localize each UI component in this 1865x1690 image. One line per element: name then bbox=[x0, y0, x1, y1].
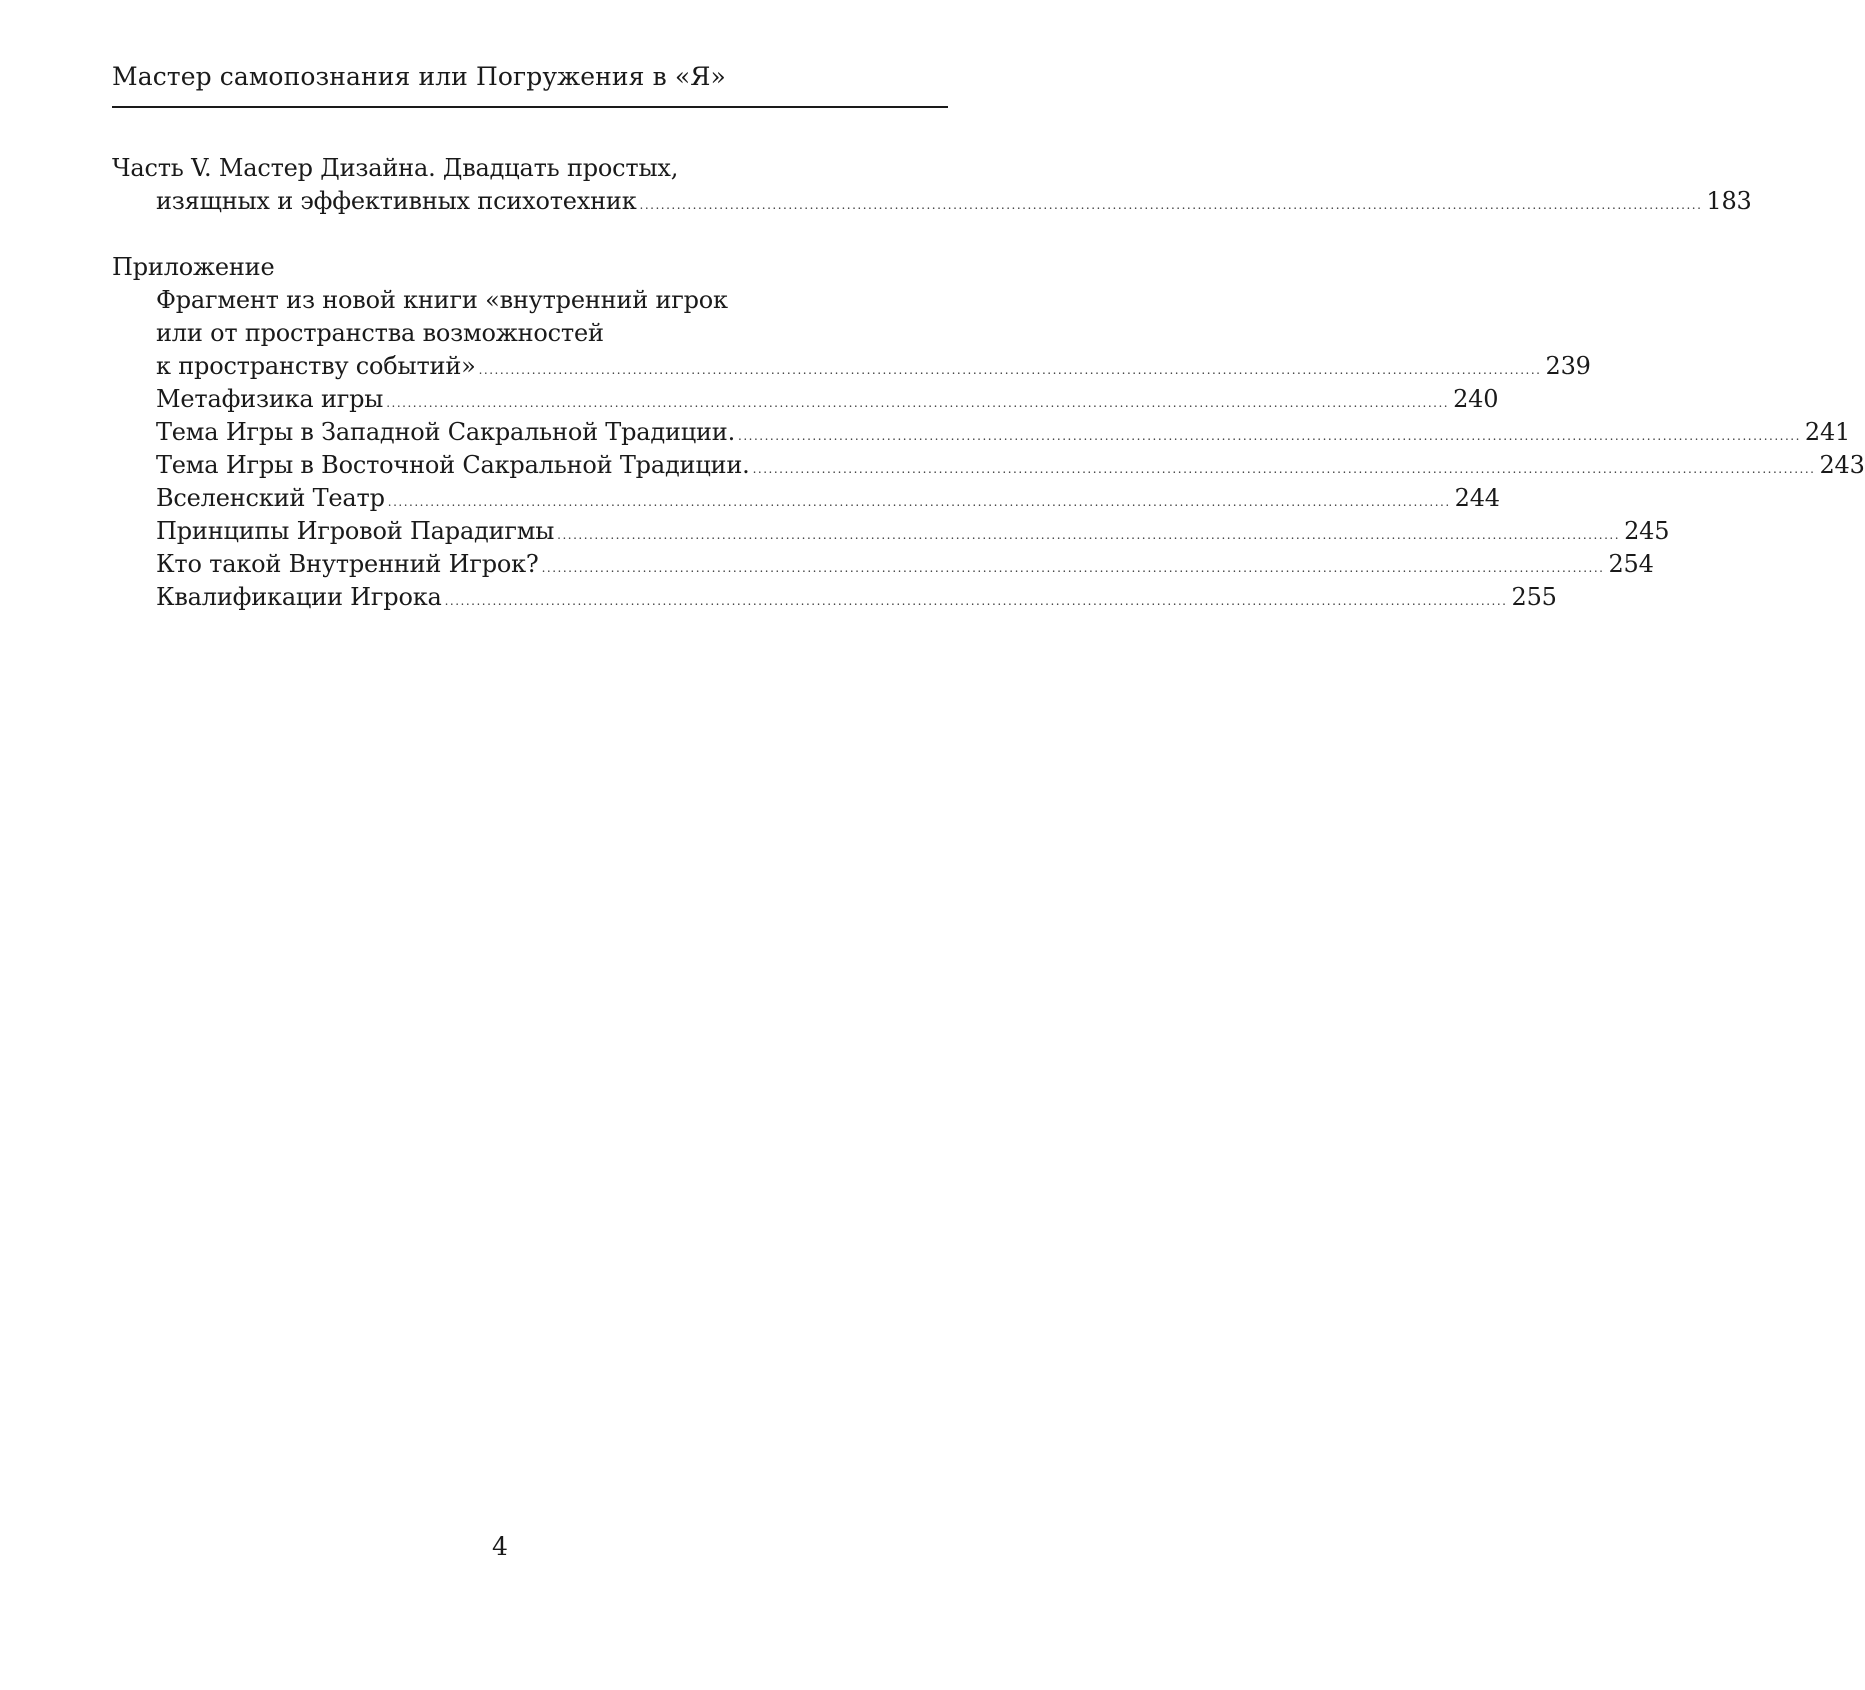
dot-leader: ........................................................................................................................................................................................................ bbox=[639, 198, 1703, 212]
toc-entry bbox=[112, 416, 1851, 449]
toc-entry-text: Метафизика игры bbox=[156, 385, 384, 413]
toc-entry bbox=[112, 515, 1670, 548]
toc-entry bbox=[112, 383, 1499, 416]
toc-page-number: 245 bbox=[1624, 517, 1670, 545]
toc-entry-text: Кто такой Внутренний Игрок? bbox=[156, 550, 539, 578]
dot-leader: ........................................................................................................................................................................................................ bbox=[444, 594, 1508, 608]
toc-page-number: 183 bbox=[1706, 187, 1752, 215]
table-of-contents bbox=[112, 152, 1865, 614]
toc-entry-text: Принципы Игровой Парадигмы bbox=[156, 517, 555, 545]
running-header: Мастер самопознания или Погружения в «Я» bbox=[112, 62, 726, 91]
header-rule bbox=[112, 106, 948, 108]
toc-entry-text: Квалификации Игрока bbox=[156, 583, 442, 611]
page-number: 4 bbox=[492, 1532, 508, 1561]
toc-entry-text: изящных и эффективных психотехник bbox=[156, 187, 637, 215]
toc-fragment-line1: Фрагмент из новой книги «внутренний игрок bbox=[156, 286, 728, 314]
toc-entry-text: Тема Игры в Западной Сакральной Традиции. bbox=[156, 418, 736, 446]
toc-entry-text: Вселенский Театр bbox=[156, 484, 385, 512]
toc-page-number: 239 bbox=[1545, 352, 1591, 380]
toc-part-v-line1: Часть V. Мастер Дизайна. Двадцать простых, bbox=[112, 154, 679, 182]
toc-entry-text: Тема Игры в Восточной Сакральной Традиции. bbox=[156, 451, 750, 479]
toc-entry bbox=[112, 548, 1654, 581]
toc-page-number: 255 bbox=[1511, 583, 1557, 611]
dot-leader: ........................................................................................................................................................................................................ bbox=[478, 363, 1542, 377]
dot-leader: ........................................................................................................................................................................................................ bbox=[557, 528, 1621, 542]
dot-leader: ........................................................................................................................................................................................................ bbox=[738, 429, 1801, 443]
toc-entry bbox=[112, 449, 1865, 482]
toc-entry-text: к пространству событий» bbox=[156, 352, 476, 380]
toc-page-number: 240 bbox=[1453, 385, 1499, 413]
dot-leader: ........................................................................................................................................................................................................ bbox=[541, 561, 1605, 575]
toc-page-number: 244 bbox=[1454, 484, 1500, 512]
toc-fragment-line3 bbox=[112, 350, 1591, 383]
toc-page-number: 241 bbox=[1804, 418, 1851, 446]
toc-page-number: 254 bbox=[1608, 550, 1654, 578]
toc-page-number: 243 bbox=[1819, 451, 1865, 479]
toc-part-v-line2 bbox=[112, 185, 1752, 218]
toc-entry bbox=[112, 581, 1557, 614]
toc-fragment-line2: или от пространства возможностей bbox=[156, 319, 604, 347]
dot-leader: ........................................................................................................................................................................................................ bbox=[752, 462, 1816, 476]
toc-entry bbox=[112, 482, 1500, 515]
dot-leader: ........................................................................................................................................................................................................ bbox=[387, 495, 1451, 509]
toc-appendix-title: Приложение bbox=[112, 253, 275, 281]
dot-leader: ........................................................................................................................................................................................................ bbox=[386, 396, 1450, 410]
